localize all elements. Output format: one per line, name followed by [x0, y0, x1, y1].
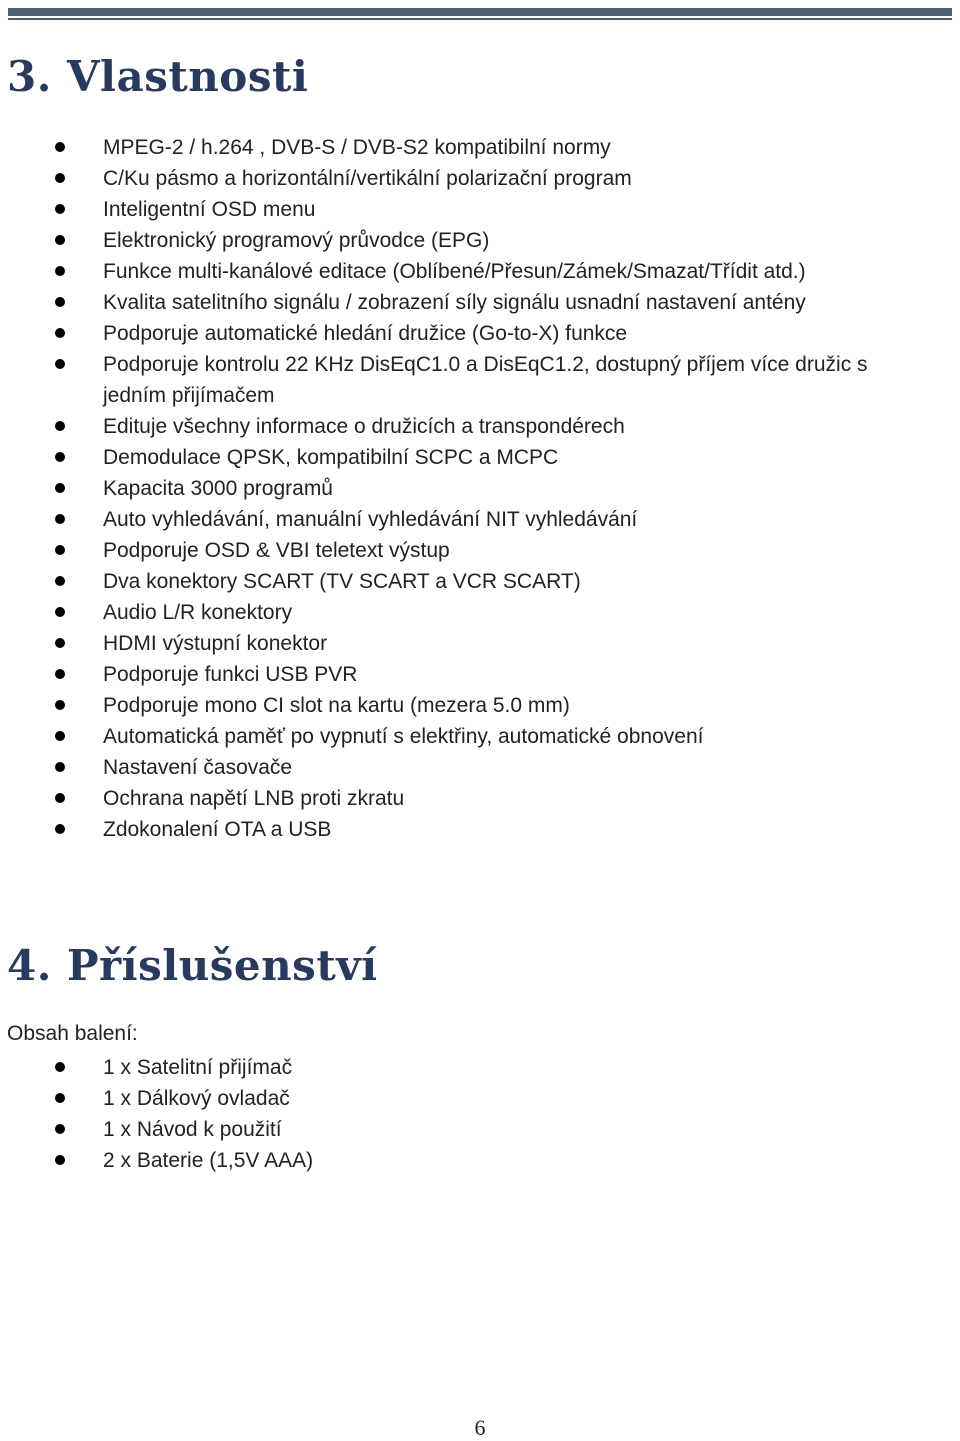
header-rule-thin	[8, 18, 952, 20]
list-item-text: Ochrana napětí LNB proti zkratu	[103, 787, 405, 810]
bullet-icon	[55, 142, 65, 152]
list-item	[0, 752, 960, 783]
list-item	[0, 132, 960, 163]
bullet-icon	[55, 762, 65, 772]
bullet-icon	[55, 421, 65, 431]
bullet-icon	[55, 1155, 65, 1165]
list-item-text: Elektronický programový průvodce (EPG)	[103, 229, 490, 252]
bullet-icon	[55, 669, 65, 679]
list-item	[0, 256, 960, 287]
list-item	[0, 287, 960, 318]
list-item	[0, 318, 960, 349]
list-item-text: 1 x Dálkový ovladač	[103, 1087, 290, 1110]
bullet-icon	[55, 793, 65, 803]
section-title-accessories: 4. Příslušenství	[7, 941, 378, 990]
list-item-text: Edituje všechny informace o družicích a transpondérech	[103, 415, 625, 438]
list-item-text: Automatická paměť po vypnutí s elektřiny, automatické obnovení	[103, 725, 704, 748]
list-item-text: Zdokonalení OTA a USB	[103, 818, 332, 841]
list-item	[0, 597, 960, 628]
list-item	[0, 442, 960, 473]
list-item	[0, 504, 960, 535]
bullet-icon	[55, 173, 65, 183]
list-item	[0, 721, 960, 752]
bullet-icon	[55, 204, 65, 214]
list-item	[0, 1052, 960, 1083]
bullet-icon	[55, 452, 65, 462]
list-item	[0, 814, 960, 845]
bullet-icon	[55, 607, 65, 617]
bullet-icon	[55, 545, 65, 555]
list-item	[0, 1083, 960, 1114]
list-item-text: Podporuje funkci USB PVR	[103, 663, 358, 686]
bullet-icon	[55, 359, 65, 369]
bullet-icon	[55, 514, 65, 524]
list-item-text: Dva konektory SCART (TV SCART a VCR SCART)	[103, 570, 581, 593]
package-contents-label: Obsah balení:	[7, 1022, 138, 1045]
list-item-text: Inteligentní OSD menu	[103, 198, 316, 221]
feature-list	[0, 132, 960, 845]
list-item	[0, 566, 960, 597]
list-item	[0, 783, 960, 814]
list-item-text: Demodulace QPSK, kompatibilní SCPC a MCPC	[103, 446, 559, 469]
list-item-text: 1 x Návod k použití	[103, 1118, 282, 1141]
list-item-text: Kvalita satelitního signálu / zobrazení síly signálu usnadní nastavení antény	[103, 291, 806, 314]
bullet-icon	[55, 700, 65, 710]
bullet-icon	[55, 1093, 65, 1103]
bullet-icon	[55, 638, 65, 648]
bullet-icon	[55, 235, 65, 245]
list-item-text: 2 x Baterie (1,5V AAA)	[103, 1149, 314, 1172]
bullet-icon	[55, 1062, 65, 1072]
list-item	[0, 473, 960, 504]
bullet-icon	[55, 731, 65, 741]
list-item-text: Kapacita 3000 programů	[103, 477, 333, 500]
bullet-icon	[55, 576, 65, 586]
list-item	[0, 194, 960, 225]
list-item	[0, 535, 960, 566]
accessory-list	[0, 1052, 960, 1176]
list-item	[0, 690, 960, 721]
page-number: 6	[474, 1415, 486, 1440]
list-item	[0, 1114, 960, 1145]
list-item-text: HDMI výstupní konektor	[103, 632, 328, 655]
list-item	[0, 628, 960, 659]
list-item-text: Nastavení časovače	[103, 756, 293, 779]
bullet-icon	[55, 266, 65, 276]
list-item-text: Podporuje kontrolu 22 KHz DisEqC1.0 a DisEqC1.2, dostupný příjem více družic s jedním přijímačem	[103, 353, 868, 407]
list-item	[0, 349, 960, 411]
list-item-text: Audio L/R konektory	[103, 601, 293, 624]
list-item-text: MPEG-2 / h.264 , DVB-S / DVB-S2 kompatibilní normy	[103, 136, 611, 159]
list-item	[0, 411, 960, 442]
list-item	[0, 163, 960, 194]
list-item-text: Podporuje automatické hledání družice (Go-to-X) funkce	[103, 322, 628, 345]
bullet-icon	[55, 328, 65, 338]
bullet-icon	[55, 297, 65, 307]
list-item	[0, 225, 960, 256]
section-title-features: 3. Vlastnosti	[7, 52, 309, 101]
header-rule	[8, 8, 952, 16]
bullet-icon	[55, 824, 65, 834]
list-item-text: Podporuje mono CI slot na kartu (mezera 5.0 mm)	[103, 694, 570, 717]
list-item-text: 1 x Satelitní přijímač	[103, 1056, 293, 1079]
list-item	[0, 1145, 960, 1176]
list-item	[0, 659, 960, 690]
list-item-text: Auto vyhledávání, manuální vyhledávání NIT vyhledávání	[103, 508, 638, 531]
list-item-text: C/Ku pásmo a horizontální/vertikální polarizační program	[103, 167, 632, 190]
bullet-icon	[55, 483, 65, 493]
bullet-icon	[55, 1124, 65, 1134]
list-item-text: Podporuje OSD & VBI teletext výstup	[103, 539, 450, 562]
list-item-text: Funkce multi-kanálové editace (Oblíbené/Přesun/Zámek/Smazat/Třídit atd.)	[103, 260, 806, 283]
